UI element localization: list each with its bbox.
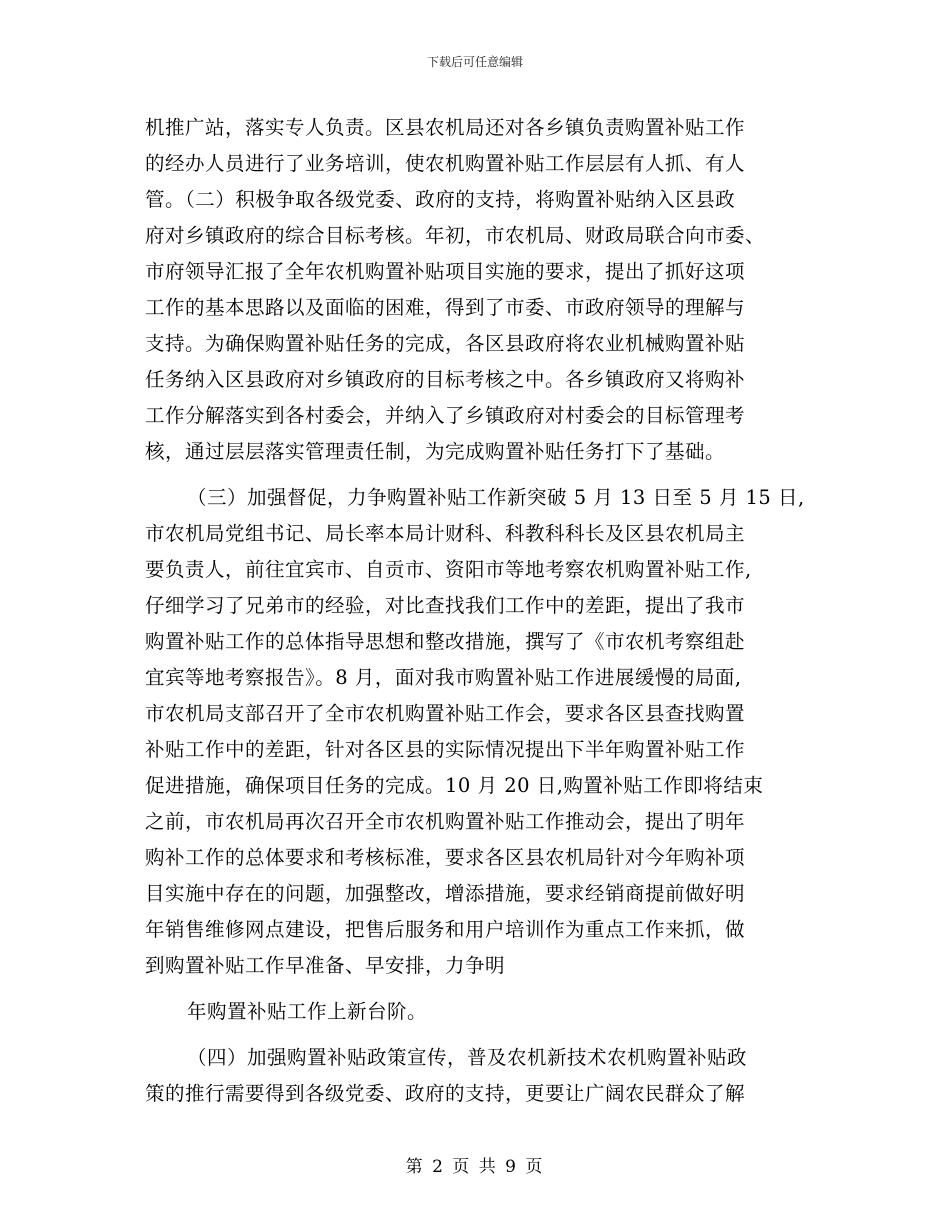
page-number: 第 2 页 共 9 页 [405, 1157, 545, 1177]
text-line: 市农机局支部召开了全市农机购置补贴工作会，要求各区县查找购置 [145, 702, 746, 725]
text-line: （四）加强购置补贴政策宣传，普及农机新技术农机购置补贴政 [187, 1046, 748, 1069]
text-line: 目实施中存在的问题，加强整改，增添措施，要求经销商提前做好明 [145, 882, 746, 905]
text-line: 府对乡镇政府的综合目标考核。年初，市农机局、财政局联合向市委、 [145, 224, 766, 247]
paragraph [145, 480, 805, 984]
text-line: 任务纳入区县政府对乡镇政府的目标考核之中。各乡镇政府又将购补 [145, 368, 746, 391]
text-line: 工作分解落实到各村委会，并纳入了乡镇政府对村委会的目标管理考 [145, 404, 746, 427]
text-line: 核，通过层层落实管理责任制，为完成购置补贴任务打下了基础。 [145, 440, 726, 463]
text-line: 之前，市农机局再次召开全市农机购置补贴工作推动会，提出了明年 [145, 810, 746, 833]
text-line: 宜宾等地考察报告》。8 月，面对我市购置补贴工作进展缓慢的局面, [145, 666, 742, 689]
text-line: 促进措施，确保项目任务的完成。10 月 20 日,购置补贴工作即将结束 [145, 774, 764, 797]
text-line: 工作的基本思路以及面临的困难，得到了市委、市政府领导的理解与 [145, 296, 746, 319]
paragraph [145, 110, 805, 470]
text-line: （三）加强督促，力争购置补贴工作新突破 5 月 13 日至 5 月 15 日, [187, 486, 805, 509]
text-line: 市府领导汇报了全年农机购置补贴项目实施的要求，提出了抓好这项 [145, 260, 746, 283]
text-line: 机推广站，落实专人负责。区县农机局还对各乡镇负责购置补贴工作 [145, 116, 746, 139]
text-line: 年购置补贴工作上新台阶。 [187, 1000, 428, 1023]
text-line: 仔细学习了兄弟市的经验，对比查找我们工作中的差距，提出了我市 [145, 594, 746, 617]
text-line: 要负责人，前往宜宾市、自贡市、资阳市等地考察农机购置补贴工作, [145, 558, 752, 581]
text-line: 支持。为确保购置补贴任务的完成，各区县政府将农业机械购置补贴 [145, 332, 746, 355]
text-line: 补贴工作中的差距，针对各区县的实际情况提出下半年购置补贴工作 [145, 738, 746, 761]
text-line: 市农机局党组书记、局长率本局计财科、科教科科长及区县农机局主 [145, 522, 746, 545]
text-line: 年销售维修网点建设，把售后服务和用户培训作为重点工作来抓，做 [145, 918, 746, 941]
paragraph [145, 994, 805, 1030]
text-line: 的经办人员进行了业务培训，使农机购置补贴工作层层有人抓、有人 [145, 152, 746, 175]
text-line: 策的推行需要得到各级党委、政府的支持，更要让广阔农民群众了解 [145, 1082, 746, 1105]
document-body [145, 110, 805, 1112]
text-line: 购补工作的总体要求和考核标准，要求各区县农机局针对今年购补项 [145, 846, 746, 869]
page-header: 下载后可任意编辑 [426, 55, 523, 69]
paragraph [145, 1040, 805, 1112]
text-line: 管。（二）积极争取各级党委、政府的支持，将购置补贴纳入区县政 [145, 188, 736, 211]
text-line: 到购置补贴工作早准备、早安排，力争明 [145, 954, 506, 977]
text-line: 购置补贴工作的总体指导思想和整改措施，撰写了《市农机考察组赴 [145, 630, 746, 653]
